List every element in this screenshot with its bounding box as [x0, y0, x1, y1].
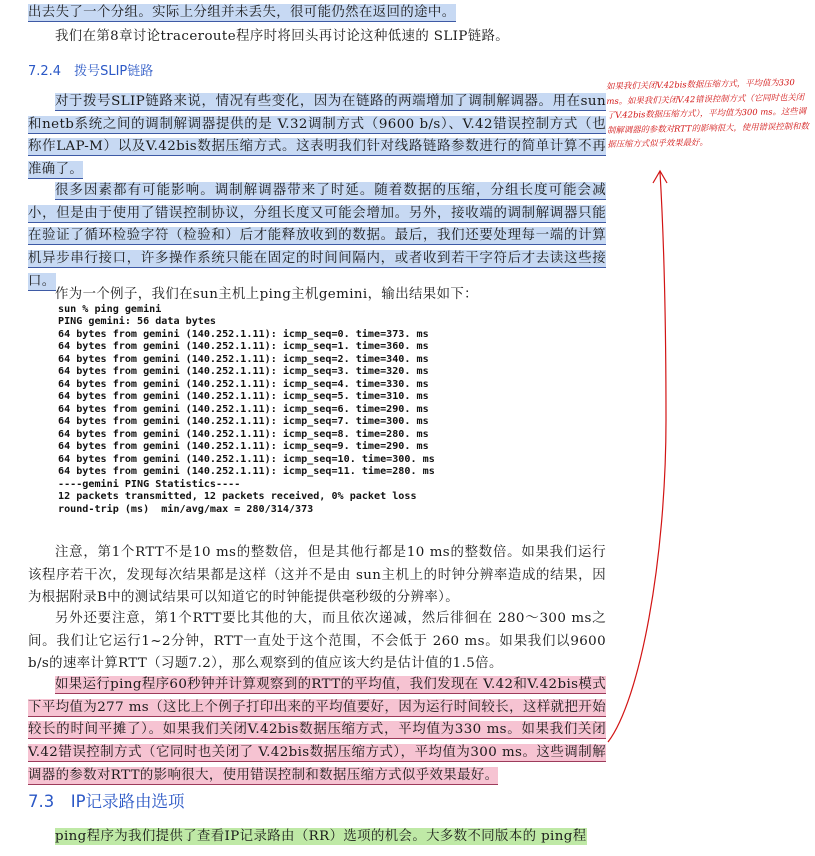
highlighted-text[interactable]: 对于拨号SLIP链路来说，情况有些变化，因为在链路的两端增加了调制解调器。用在sun和netb系统之间的调制解调器提供的是 V.32调制方式（9600 b/s）、V.42错误控制方式（也称作LAP-M）以及V.42bis数据压缩方式。这表明我们针对线路链路参数进行的简单计算不再准确了。: [28, 94, 606, 178]
code-line: 64 bytes from gemini (140.252.1.11): icmp_seq=6. time=290. ms: [58, 403, 429, 415]
paragraph-dialup-slip: [28, 91, 606, 182]
paragraph-example-intro: 作为一个例子，我们在sun主机上ping主机gemini，输出结果如下：: [55, 287, 478, 302]
highlighted-text[interactable]: ping程序为我们提供了查看IP记录路由（RR）选项的机会。大多数不同版本的 ping程: [55, 829, 587, 844]
ping-output-listing: [58, 304, 618, 516]
code-line: 64 bytes from gemini (140.252.1.11): icmp_seq=5. time=310. ms: [58, 391, 429, 403]
code-line: 12 packets transmitted, 12 packets received, 0% packet loss: [58, 491, 417, 503]
paragraph-traceroute-note: 我们在第8章讨论traceroute程序时将回头再讨论这种低速的 SLIP链路。: [55, 29, 510, 44]
code-line: sun % ping gemini: [58, 304, 162, 315]
paragraph-continuation: [28, 2, 606, 25]
paragraph-rtt-multiple: 注意，第1个RTT不是10 ms的整数倍，但是其他行都是10 ms的整数倍。如果我们运行该程序若干次，发现每次结果都是这样（这并不是由 sun主机上的时钟分辨率造成的结果，因为根据附录B中的测试结果可以知道它的时钟能提供毫秒级的分辨率）。: [28, 545, 606, 606]
section-heading-7-2-4: 7.2.4 拨号SLIP链路: [28, 64, 154, 79]
code-line: 64 bytes from gemini (140.252.1.11): icmp_seq=10. time=300. ms: [58, 453, 435, 465]
code-line: 64 bytes from gemini (140.252.1.11): icmp_seq=11. time=280. ms: [58, 466, 435, 478]
code-line: 64 bytes from gemini (140.252.1.11): icmp_seq=9. time=290. ms: [58, 441, 429, 453]
code-line: PING gemini: 56 data bytes: [58, 316, 217, 328]
highlighted-text[interactable]: 出去失了一个分组。实际上分组并未丢失，很可能仍然在返回的途中。: [28, 5, 456, 20]
code-line: round-trip (ms) min/avg/max = 280/314/373: [58, 503, 314, 515]
paragraph-delay-factors: [28, 180, 606, 294]
paragraph-rtt-decreasing: 另外还要注意，第1个RTT要比其他的大，而且依次递减，然后徘徊在 280～300 ms之间。我们让它运行1~2分钟，RTT一直处于这个范围，不会低于 260 ms。如果我们以9600 b/s的速率计算RTT（习题7.2），那么观察到的值应该大约是估计值的1.5倍。: [28, 611, 606, 672]
section-heading-7-3: 7.3 IP记录路由选项: [28, 792, 185, 811]
code-line: 64 bytes from gemini (140.252.1.11): icmp_seq=8. time=280. ms: [58, 428, 429, 440]
code-line: 64 bytes from gemini (140.252.1.11): icmp_seq=0. time=373. ms: [58, 328, 429, 340]
handwritten-annotation: 如果我们关闭V.42bis数据压缩方式，平均值为330 ms。如果我们关闭V.42错误控制方式（它同时也关闭了V.42bis数据压缩方式），平均值为300 ms。这些调制解调器的参数对RTT的影响很大，使用错误控制和数据压缩方式似乎效果最好。: [606, 77, 809, 149]
paragraph-average-rtt: [28, 674, 606, 788]
highlighted-text[interactable]: 如果运行ping程序60秒钟并计算观察到的RTT的平均值，我们发现在 V.42和V.42bis模式下平均值为277 ms（这比上个例子打印出来的平均值要好，因为运行时间较长，这样就把开始较长的时间平摊了）。如果我们关闭V.42bis数据压缩方式，平均值为330 ms。如果我们关闭V.42错误控制方式（它同时也关闭了 V.42bis数据压缩方式），平均值为300 ms。这些调制解调器的参数对RTT的影响很大，使用错误控制和数据压缩方式似乎效果最好。: [28, 677, 606, 783]
code-line: ----gemini PING Statistics----: [58, 478, 241, 490]
paragraph-record-route: [28, 826, 606, 849]
code-line: 64 bytes from gemini (140.252.1.11): icmp_seq=3. time=320. ms: [58, 366, 429, 378]
code-line: 64 bytes from gemini (140.252.1.11): icmp_seq=1. time=360. ms: [58, 341, 429, 353]
code-line: 64 bytes from gemini (140.252.1.11): icmp_seq=2. time=340. ms: [58, 353, 429, 365]
highlighted-text[interactable]: 很多因素都有可能影响。调制解调器带来了时延。随着数据的压缩，分组长度可能会减小，但是由于使用了错误控制协议，分组长度又可能会增加。另外，接收端的调制解调器只能在验证了循环检验字符（检验和）后才能释放收到的数据。最后，我们还要处理每一端的计算机异步串行接口，许多操作系统只能在固定的时间间隔内，或者收到若干字符后才去读这些接口。: [28, 183, 606, 289]
code-line: 64 bytes from gemini (140.252.1.11): icmp_seq=4. time=330. ms: [58, 378, 429, 390]
code-line: 64 bytes from gemini (140.252.1.11): icmp_seq=7. time=300. ms: [58, 416, 429, 428]
